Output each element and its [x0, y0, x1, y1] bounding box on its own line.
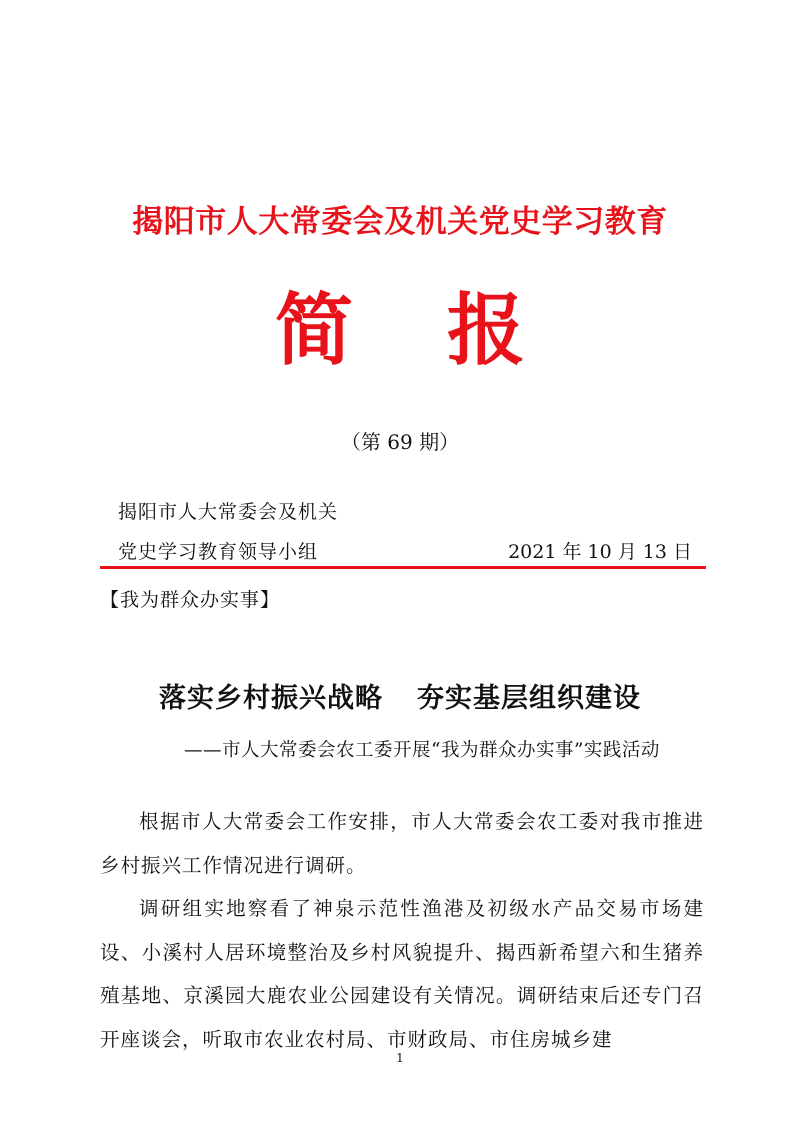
article-subtitle: ——市人大常委会农工委开展“我为群众办实事”实践活动: [184, 740, 660, 761]
title-char-jian: 简: [274, 285, 353, 376]
issuer-line-2: 党史学习教育领导小组: [118, 541, 319, 563]
article-body: [100, 800, 704, 1061]
article-title-part-2: 夯实基层组织建设: [417, 683, 641, 714]
bulletin-title: [0, 286, 800, 376]
red-divider: [100, 566, 706, 569]
article-title-part-1: 落实乡村振兴战略: [159, 683, 383, 714]
issuer-line-1: 揭阳市人大常委会及机关: [118, 501, 339, 523]
issue-date: 2021 年 10 月 13 日: [508, 541, 692, 563]
issuer-block: [118, 492, 338, 572]
body-paragraph: 调研组实地察看了神泉示范性渔港及初级水产品交易市场建设、小溪村人居环境整治及乡村风貌提升、揭西新希望六和生猪养殖基地、京溪园大鹿农业公园建设有关情况。调研结束后还专门召开座谈会，听取市农业农村局、市财政局、市住房城乡建: [100, 897, 704, 1051]
issue-number: （第 69 期）: [340, 430, 460, 454]
body-paragraph: 根据市人大常委会工作安排，市人大常委会农工委对我市推进乡村振兴工作情况进行调研。: [100, 810, 704, 877]
title-char-bao: 报: [446, 285, 525, 376]
section-tag: 【我为群众办实事】: [100, 589, 281, 611]
page-number: 1: [396, 1051, 404, 1065]
article-title: [0, 676, 800, 715]
org-title: 揭阳市人大常委会及机关党史学习教育: [132, 204, 668, 240]
